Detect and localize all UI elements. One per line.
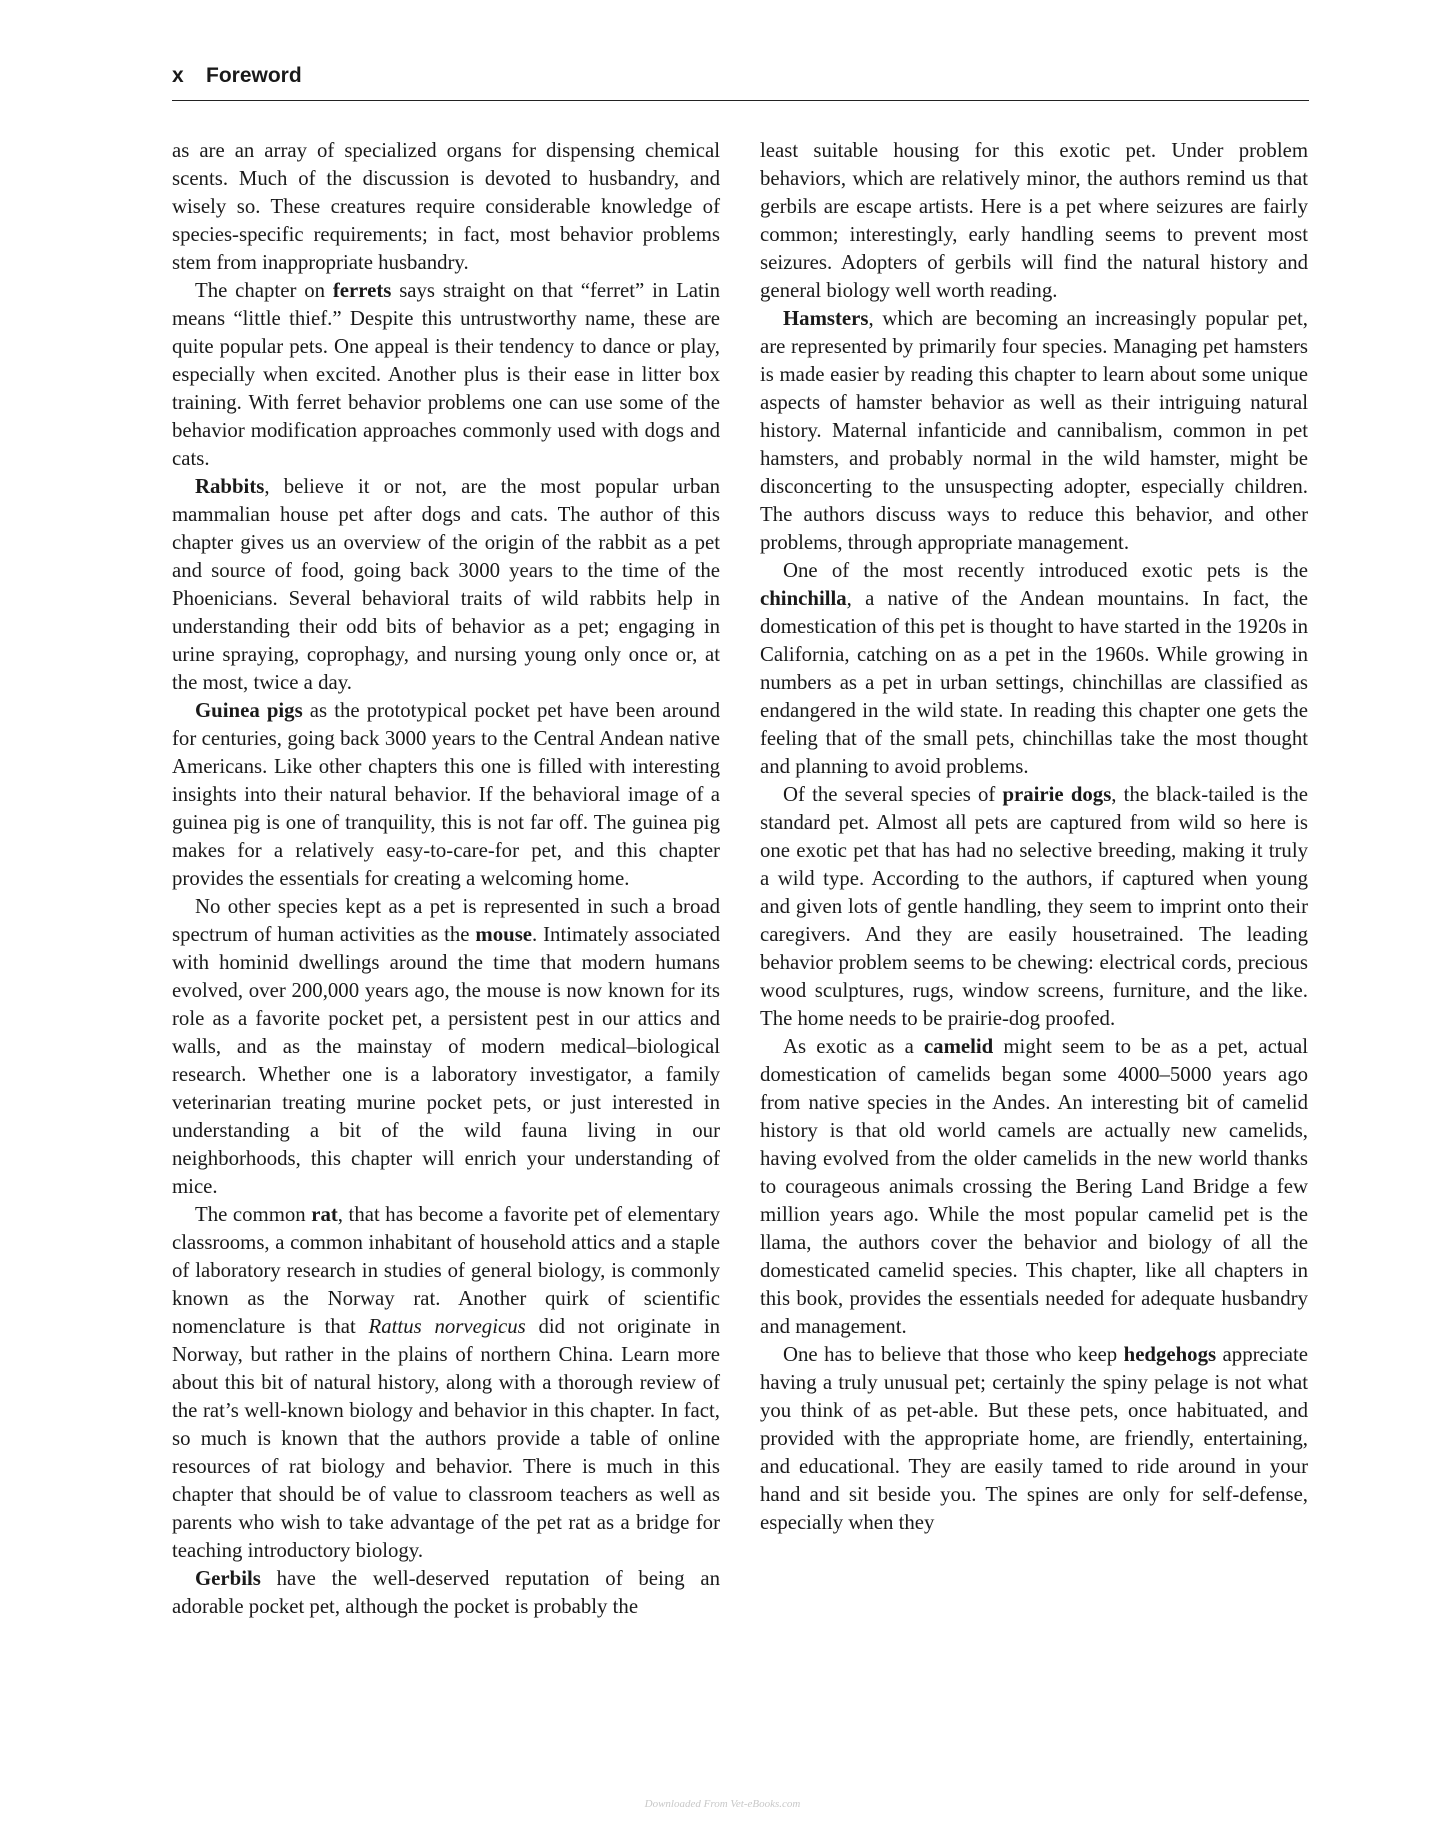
- running-header: [172, 62, 1309, 101]
- text: The common: [195, 1203, 312, 1226]
- keyword-rat: rat: [311, 1203, 338, 1226]
- text: . Intimately associated with hominid dwellings around the time that modern humans evolved, over 200,000 years ago, the mouse is now known for its role as a favorite pocket pet, a persistent pest in our attics and walls, and as the mainstay of modern medical–biological research. Whether one is a laboratory investigator, a family veterinarian treating murine pocket pets, or just interested in understanding a bit of the wild fauna living in our neighborhoods, this chapter will enrich your understanding of mice.: [172, 923, 720, 1198]
- text: , a native of the Andean mountains. In fact, the domestication of this pet is thought to have started in the 1920s in California, catching on as a pet in the 1960s. While growing in numbers as a pet in urban settings, chinchillas are classified as endangered in the wild state. In reading this chapter one gets the feeling that of the small pets, chinchillas take the most thought and planning to avoid problems.: [760, 587, 1308, 778]
- text: One of the most recently introduced exotic pets is the: [783, 559, 1308, 582]
- paragraph-camelid: [760, 1033, 1308, 1341]
- text: as the prototypical pocket pet have been around for centuries, going back 3000 years to the Central Andean native Americans. Like other chapters this one is filled with interesting insights into their natural behavior. If the behavioral image of a guinea pig is one of tranquility, this is not far off. The guinea pig makes for a relatively easy-to-care-for pet, and this chapter provides the essentials for creating a welcoming home.: [172, 699, 720, 890]
- paragraph-chinchilla: [760, 557, 1308, 781]
- text: , which are becoming an increasingly popular pet, are represented by primarily four species. Managing pet hamsters is made easier by reading this chapter to learn about some unique aspects of hamster behavior as well as their intriguing natural history. Maternal infanticide and cannibalism, common in pet hamsters, and probably normal in the wild hamster, might be disconcerting to the unsuspecting adopter, especially children. The authors discuss ways to reduce this behavior, and other problems, through appropriate management.: [760, 307, 1308, 554]
- paragraph-hedgehogs: [760, 1341, 1308, 1537]
- paragraph-guinea-pigs: [172, 697, 720, 893]
- left-column: [172, 137, 720, 1621]
- keyword-chinchilla: chinchilla: [760, 587, 847, 610]
- text: might seem to be as a pet, actual domestication of camelids began some 4000–5000 years ago from native species in the Andes. An interesting bit of camelid history is that old world camels are actually new camelids, having evolved from the older camelids in the new world thanks to courageous animals crossing the Bering Land Bridge a few million years ago. While the most popular camelid pet is the llama, the authors cover the behavior and biology of all the domesticated camelid species. This chapter, like all chapters in this book, provides the essentials needed for adequate husbandry and management.: [760, 1035, 1309, 1338]
- text: , that has become a favorite pet of elementary classrooms, a common inhabitant of household attics and a staple of laboratory research in studies of general biology, is commonly known as the Norway rat. Another quirk of scientific nomenclature is that: [172, 1203, 721, 1338]
- text: have the well-deserved reputation of being an adorable pocket pet, although the pocket is probably the: [172, 1567, 720, 1618]
- right-column: [760, 137, 1308, 1537]
- text: As exotic as a: [783, 1035, 924, 1058]
- species-name: Rattus norvegicus: [368, 1315, 526, 1338]
- paragraph: least suitable housing for this exotic pet. Under problem behaviors, which are relatively minor, the authors remind us that gerbils are escape artists. Here is a pet where seizures are fairly common; interestingly, early handling seems to prevent most seizures. Adopters of gerbils will find the natural history and general biology well worth reading.: [760, 139, 1308, 302]
- text: did not originate in Norway, but rather in the plains of northern China. Learn more about this bit of natural history, along with a thorough review of the rat’s well-known biology and behavior in this chapter. In fact, so much is known that the authors provide a table of online resources of rat biology and behavior. There is much in this chapter that should be of value to classroom teachers as well as parents who wish to take advantage of the pet rat as a bridge for teaching introductory biology.: [172, 1315, 720, 1562]
- paragraph-ferrets: [172, 277, 720, 473]
- keyword-hedgehogs: hedgehogs: [1123, 1343, 1217, 1366]
- paragraph-gerbils: [172, 1565, 720, 1621]
- page-number: x: [172, 64, 184, 87]
- text: The chapter on: [195, 279, 333, 302]
- keyword-camelid: camelid: [923, 1035, 994, 1058]
- text: , the black-tailed is the standard pet. Almost all pets are captured from wild so here is one exotic pet that has had no selective breeding, making it truly a wild type. According to the authors, if captured when young and given lots of gentle handling, they seem to imprint onto their caregivers. And they are easily housetrained. The leading behavior problem seems to be chewing: electrical cords, precious wood sculptures, rugs, window screens, furniture, and the like. The home needs to be prairie-dog proofed.: [760, 783, 1308, 1030]
- keyword-rabbits: Rabbits: [195, 475, 265, 498]
- paragraph-rat: [172, 1201, 720, 1565]
- keyword-hamsters: Hamsters: [783, 307, 869, 330]
- paragraph: as are an array of specialized organs for dispensing chemical scents. Much of the discussion is devoted to husbandry, and wisely so. These creatures require considerable knowledge of species-specific requirements; in fact, most behavior problems stem from inappropriate husbandry.: [172, 139, 720, 274]
- download-watermark: Downloaded From Vet-eBooks.com: [644, 1798, 801, 1810]
- running-title: Foreword: [206, 64, 302, 87]
- paragraph-rabbits: [172, 473, 720, 697]
- keyword-ferrets: ferrets: [332, 279, 392, 302]
- text: No other species kept as a pet is represented in such a broad spectrum of human activities as the: [172, 895, 720, 946]
- keyword-gerbils: Gerbils: [195, 1567, 261, 1590]
- text: says straight on that “ferret” in Latin means “little thief.” Despite this untrustworthy name, these are quite popular pets. One appeal is their tendency to dance or play, especially when excited. Another plus is their ease in litter box training. With ferret behavior problems one can use some of the behavior modification approaches commonly used with dogs and cats.: [172, 279, 720, 470]
- text: One has to believe that those who keep: [783, 1343, 1124, 1366]
- paragraph-hamsters: [760, 305, 1308, 557]
- text: , believe it or not, are the most popular urban mammalian house pet after dogs and cats. The author of this chapter gives us an overview of the origin of the rabbit as a pet and source of food, going back 3000 years to the time of the Phoenicians. Several behavioral traits of wild rabbits help in understanding their odd bits of behavior as a pet; engaging in urine spraying, coprophagy, and nursing young only once or, at the most, twice a day.: [172, 475, 720, 694]
- paragraph-mouse: [172, 893, 720, 1201]
- text: Of the several species of: [783, 783, 1003, 806]
- keyword-mouse: mouse: [475, 923, 533, 946]
- keyword-prairie-dogs: prairie dogs: [1002, 783, 1112, 806]
- keyword-guinea-pigs: Guinea pigs: [195, 699, 303, 722]
- paragraph-prairie-dogs: [760, 781, 1308, 1033]
- text: appreciate having a truly unusual pet; certainly the spiny pelage is not what you think of as pet-able. But these pets, once habituated, and provided with the appropriate home, are friendly, entertaining, and educational. They are easily tamed to ride around in your hand and sit beside you. The spines are only for self-defense, especially when they: [760, 1343, 1308, 1534]
